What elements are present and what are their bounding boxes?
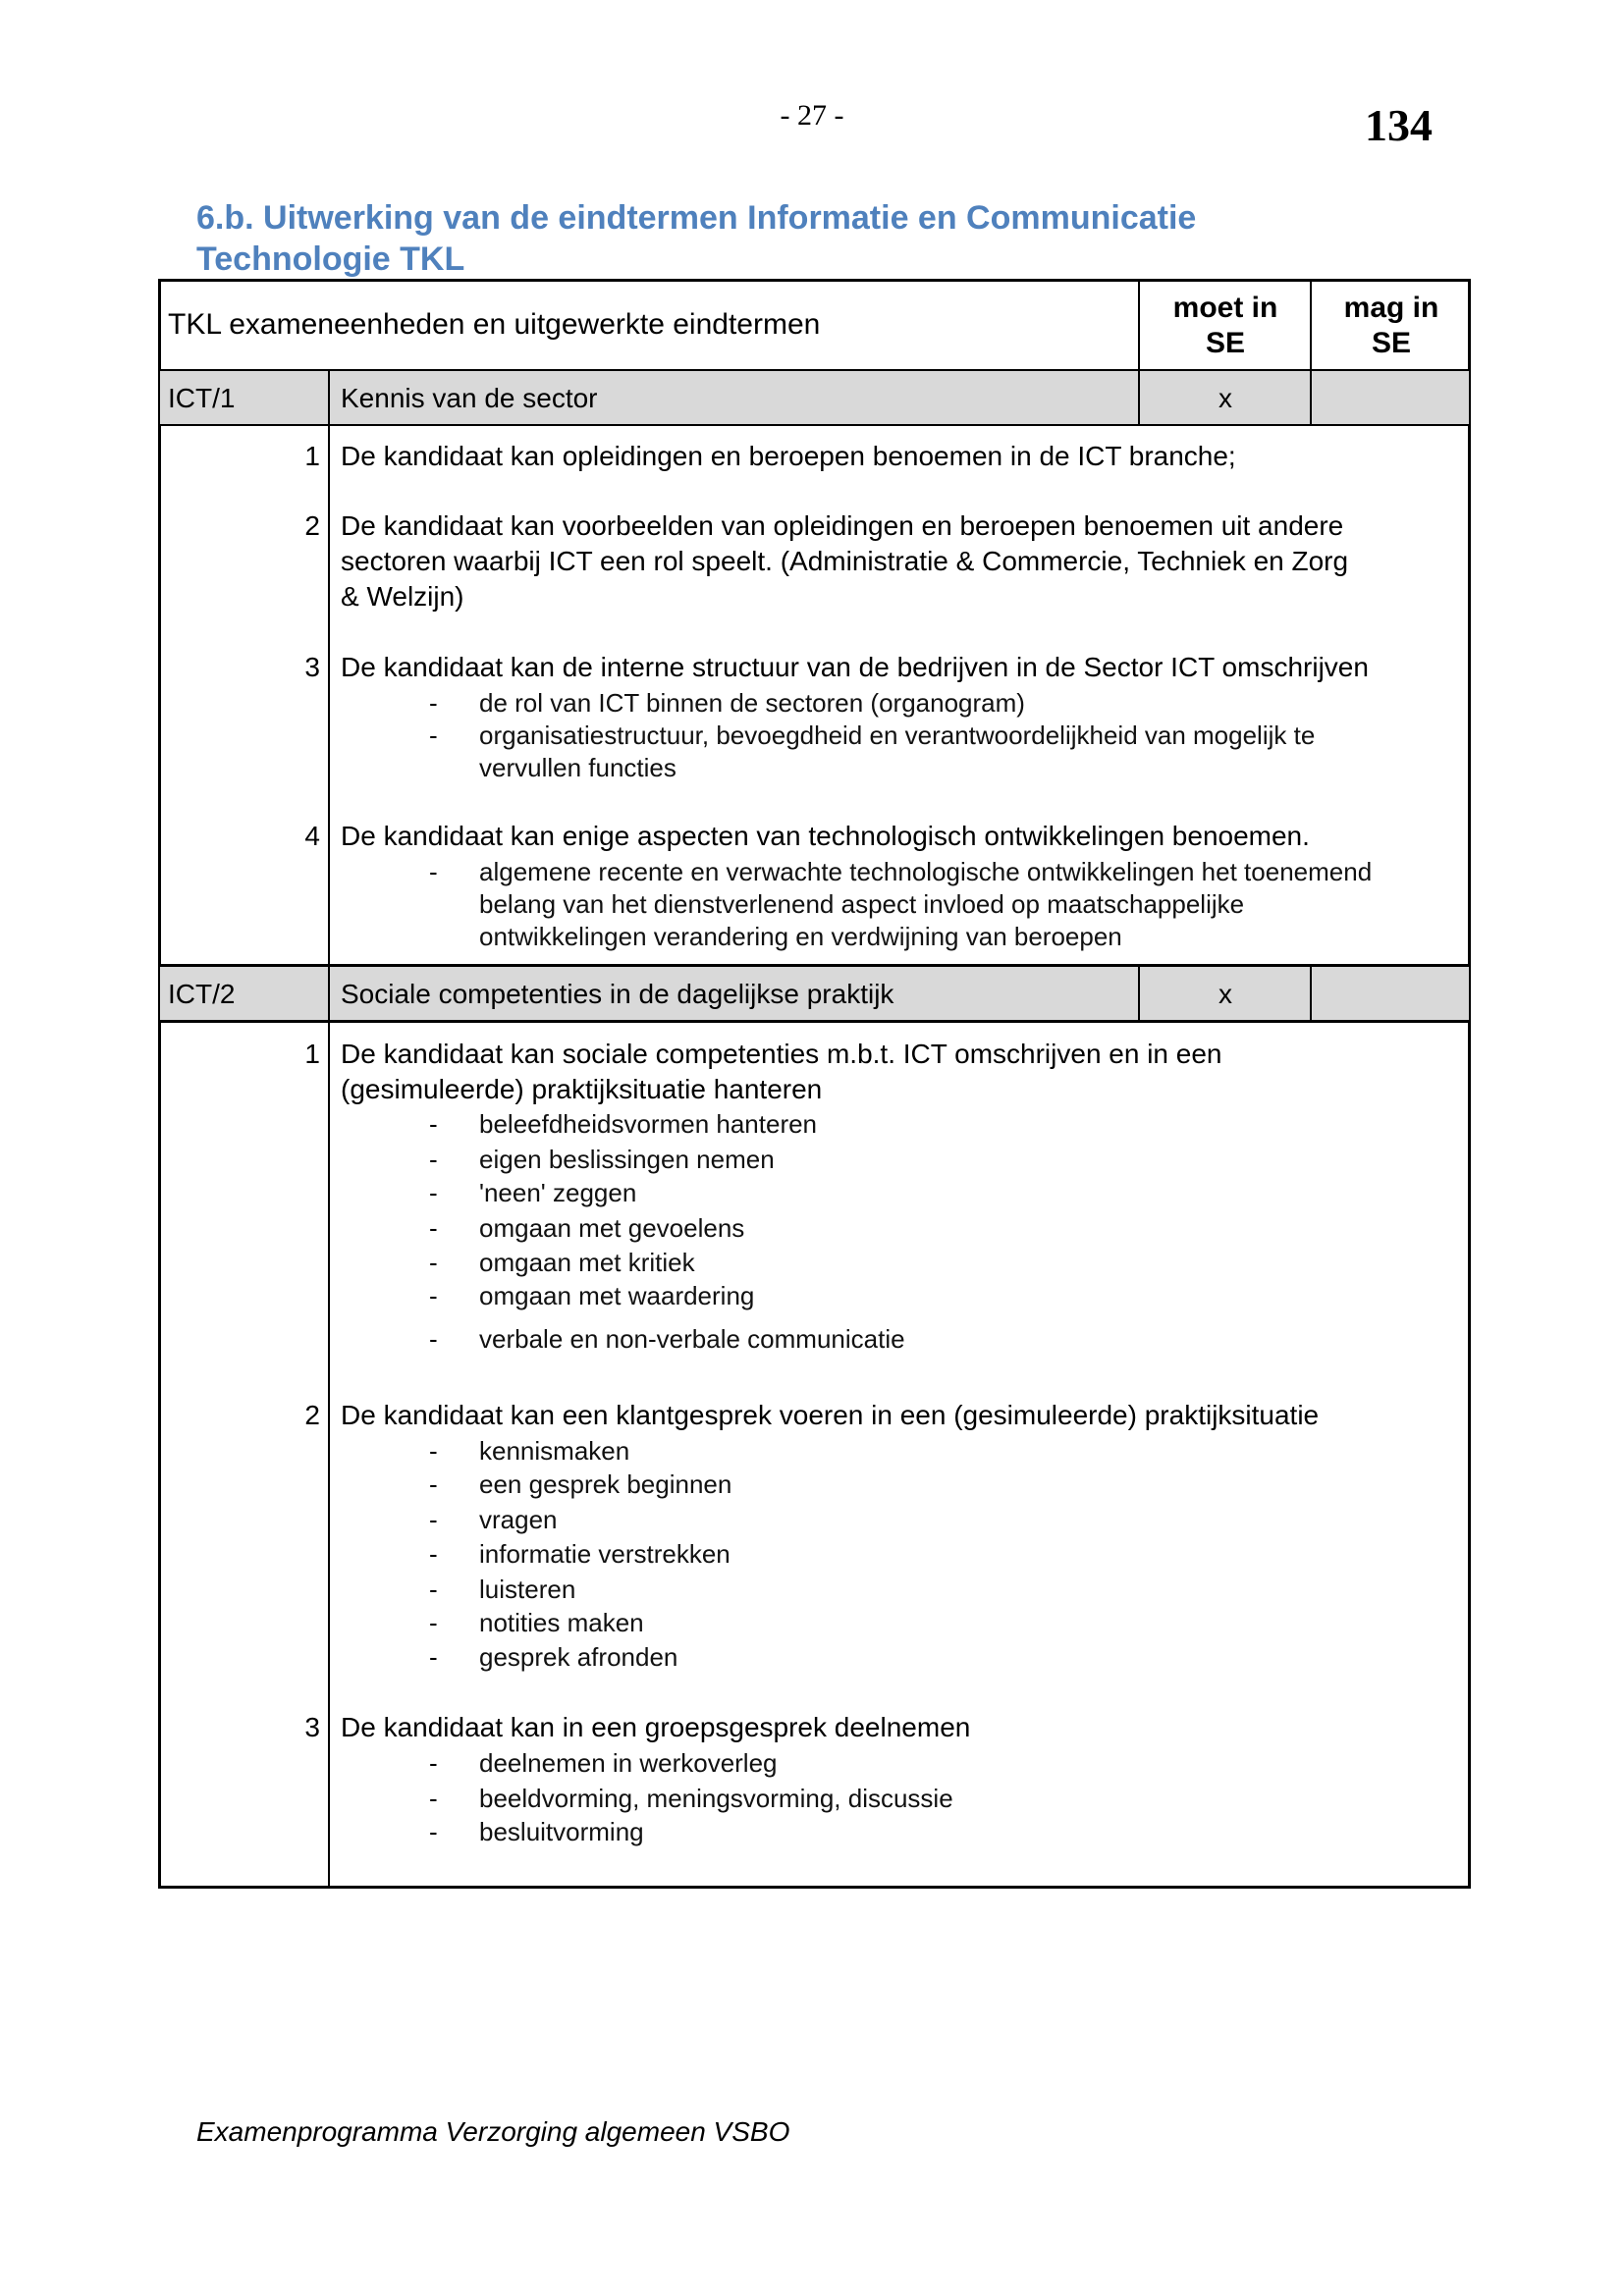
bullet-text: ontwikkelingen verandering en verdwijning van beroepen — [479, 922, 1122, 951]
document-number: 134 — [1365, 100, 1433, 150]
bullet-dash: - — [429, 857, 438, 886]
bullet-dash: - — [429, 1469, 438, 1499]
bullet-dash: - — [429, 1436, 438, 1466]
row-divider — [158, 424, 1471, 426]
row-divider — [158, 1020, 1471, 1023]
bullet-text: beeldvorming, meningsvorming, discussie — [479, 1784, 953, 1813]
unit-code: ICT/2 — [168, 979, 236, 1009]
bullet-dash: - — [429, 1539, 438, 1569]
item-number: 2 — [304, 510, 320, 541]
table-header-mag-line2: SE — [1371, 327, 1412, 359]
header-divider — [158, 369, 1471, 371]
item-number: 1 — [304, 1039, 320, 1069]
bullet-text: 'neen' zeggen — [479, 1178, 637, 1207]
bullet-text: beleefdheidsvormen hanteren — [479, 1109, 818, 1139]
bullet-text: organisatiestructuur, bevoegdheid en verantwoordelijkheid van mogelijk te — [479, 721, 1316, 750]
bullet-text: vragen — [479, 1505, 558, 1534]
bullet-dash: - — [429, 1575, 438, 1604]
unit-code: ICT/1 — [168, 383, 236, 413]
bullet-dash: - — [429, 1248, 438, 1277]
item-text: De kandidaat kan enige aspecten van technologisch ontwikkelingen benoemen. — [341, 821, 1310, 851]
bullet-dash: - — [429, 1784, 438, 1813]
bullet-text: omgaan met kritiek — [479, 1248, 695, 1277]
item-text: De kandidaat kan de interne structuur van de bedrijven in de Sector ICT omschrijven — [341, 652, 1369, 682]
moet-in-se-mark: x — [1218, 979, 1232, 1009]
table-header-description: TKL exameneenheden en uitgewerkte eindtermen — [168, 308, 821, 341]
unit-name: Sociale competenties in de dagelijkse praktijk — [341, 979, 894, 1009]
bullet-dash: - — [429, 1213, 438, 1243]
bullet-dash: - — [429, 1178, 438, 1207]
item-number: 1 — [304, 441, 320, 471]
item-text: De kandidaat kan opleidingen en beroepen benoemen in de ICT branche; — [341, 441, 1236, 471]
column-divider — [328, 370, 330, 1889]
bullet-dash: - — [429, 688, 438, 718]
bullet-text: belang van het dienstverlenend aspect invloed op maatschappelijke — [479, 889, 1245, 919]
table-header-moet-line1: moet in — [1172, 292, 1278, 324]
bullet-dash: - — [429, 1642, 438, 1672]
item-text: (gesimuleerde) praktijksituatie hanteren — [341, 1074, 823, 1104]
bullet-text: algemene recente en verwachte technologische ontwikkelingen het toenemend — [479, 857, 1373, 886]
bullet-dash: - — [429, 1608, 438, 1637]
page-number: - 27 - — [780, 99, 844, 132]
bullet-text: de rol van ICT binnen de sectoren (organogram) — [479, 688, 1025, 718]
page-footer: Examenprogramma Verzorging algemeen VSBO — [196, 2116, 790, 2147]
item-text: & Welzijn) — [341, 581, 464, 612]
bullet-text: vervullen functies — [479, 753, 677, 782]
bullet-text: omgaan met gevoelens — [479, 1213, 745, 1243]
bullet-text: deelnemen in werkoverleg — [479, 1748, 778, 1778]
item-text: De kandidaat kan voorbeelden van opleidingen en beroepen benoemen uit andere — [341, 510, 1344, 541]
bullet-dash: - — [429, 1324, 438, 1354]
moet-in-se-mark: x — [1218, 383, 1232, 413]
bullet-dash: - — [429, 721, 438, 750]
row-divider — [158, 964, 1471, 967]
bullet-dash: - — [429, 1145, 438, 1174]
bullet-text: gesprek afronden — [479, 1642, 678, 1672]
bullet-text: informatie verstrekken — [479, 1539, 731, 1569]
bullet-dash: - — [429, 1281, 438, 1310]
bullet-dash: - — [429, 1748, 438, 1778]
bullet-text: besluitvorming — [479, 1817, 644, 1846]
item-number: 3 — [304, 652, 320, 682]
item-text: De kandidaat kan sociale competenties m.b.t. ICT omschrijven en in een — [341, 1039, 1222, 1069]
bullet-text: een gesprek beginnen — [479, 1469, 732, 1499]
table-header-mag-line1: mag in — [1343, 292, 1439, 324]
bullet-text: luisteren — [479, 1575, 576, 1604]
item-text: sectoren waarbij ICT een rol speelt. (Administratie & Commercie, Techniek en Zorg — [341, 546, 1349, 576]
item-number: 4 — [304, 821, 320, 851]
unit-name: Kennis van de sector — [341, 383, 598, 413]
item-number: 3 — [304, 1712, 320, 1742]
bullet-text: notities maken — [479, 1608, 644, 1637]
bullet-dash: - — [429, 1817, 438, 1846]
bullet-text: verbale en non-verbale communicatie — [479, 1324, 905, 1354]
section-title-line1: 6.b. Uitwerking van de eindtermen Informatie en Communicatie — [196, 199, 1197, 237]
item-text: De kandidaat kan een klantgesprek voeren in een (gesimuleerde) praktijksituatie — [341, 1400, 1320, 1430]
bullet-dash: - — [429, 1109, 438, 1139]
bullet-text: omgaan met waardering — [479, 1281, 755, 1310]
bullet-dash: - — [429, 1505, 438, 1534]
bullet-text: eigen beslissingen nemen — [479, 1145, 775, 1174]
item-number: 2 — [304, 1400, 320, 1430]
item-text: De kandidaat kan in een groepsgesprek deelnemen — [341, 1712, 971, 1742]
table-header-moet-line2: SE — [1205, 327, 1246, 359]
section-title-line2: Technologie TKL — [196, 240, 465, 278]
bullet-text: kennismaken — [479, 1436, 630, 1466]
